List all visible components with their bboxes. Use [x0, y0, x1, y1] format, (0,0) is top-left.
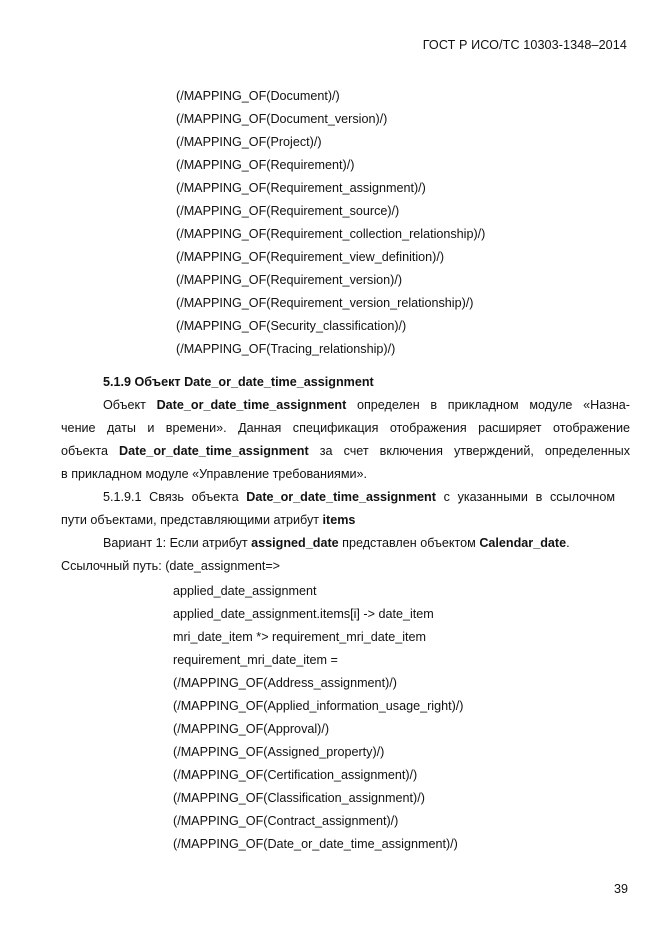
path-line: (/MAPPING_OF(Contract_assignment)/) [173, 814, 399, 828]
mapping-line: (/MAPPING_OF(Requirement_assignment)/) [176, 181, 426, 195]
mapping-line: (/MAPPING_OF(Requirement_version_relationship)/) [176, 296, 474, 310]
path-line: (/MAPPING_OF(Approval)/) [173, 722, 330, 736]
reference-path-start: (date_assignment=> [165, 559, 281, 573]
paragraph-2-line-2: пути объектами, представляющими атрибут items [61, 513, 356, 527]
mapping-line: (/MAPPING_OF(Project)/) [176, 135, 322, 149]
path-line: (/MAPPING_OF(Assigned_property)/) [173, 745, 385, 759]
path-line: (/MAPPING_OF(Certification_assignment)/) [173, 768, 418, 782]
document-header-code: ГОСТ Р ИСО/ТС 10303-1348–2014 [422, 38, 627, 52]
paragraph-1-line-2: чение даты и времени». Данная спецификация отображения расширяет отображение [61, 421, 630, 435]
mapping-line: (/MAPPING_OF(Security_classification)/) [176, 319, 407, 333]
path-line: (/MAPPING_OF(Date_or_date_time_assignment)/) [173, 837, 458, 851]
mapping-line: (/MAPPING_OF(Requirement_version)/) [176, 273, 403, 287]
path-line: mri_date_item *> requirement_mri_date_item [173, 630, 427, 644]
path-line: (/MAPPING_OF(Classification_assignment)/) [173, 791, 425, 805]
reference-path-label: Ссылочный путь: [61, 559, 162, 573]
mapping-line: (/MAPPING_OF(Requirement_view_definition)/) [176, 250, 445, 264]
paragraph-1-line-3: объекта Date_or_date_time_assignment за счет включения утверждений, определенных [61, 444, 631, 458]
path-line: requirement_mri_date_item = [173, 653, 338, 667]
paragraph-1-line-4: в прикладном модуле «Управление требованиями». [61, 467, 368, 481]
mapping-line: (/MAPPING_OF(Tracing_relationship)/) [176, 342, 396, 356]
mapping-line: (/MAPPING_OF(Requirement_collection_relationship)/) [176, 227, 486, 241]
section-heading: 5.1.9 Объект Date_or_date_time_assignment [103, 375, 374, 389]
paragraph-2-line-1: 5.1.9.1 Связь объекта Date_or_date_time_assignment с указанными в ссылочном [103, 490, 616, 504]
path-line: applied_date_assignment.items[i] -> date_item [173, 607, 434, 621]
mapping-line: (/MAPPING_OF(Requirement_source)/) [176, 204, 400, 218]
path-line: (/MAPPING_OF(Applied_information_usage_right)/) [173, 699, 464, 713]
reference-path-line [61, 558, 280, 574]
mapping-line: (/MAPPING_OF(Document_version)/) [176, 112, 388, 126]
path-line: applied_date_assignment [173, 584, 317, 598]
path-line: (/MAPPING_OF(Address_assignment)/) [173, 676, 397, 690]
mapping-line: (/MAPPING_OF(Document)/) [176, 89, 340, 103]
page-number: 39 [614, 882, 629, 896]
mapping-line: (/MAPPING_OF(Requirement)/) [176, 158, 355, 172]
paragraph-1-line-1: Объект Date_or_date_time_assignment определен в прикладном модуле «Назна- [103, 398, 630, 412]
variant-line: Вариант 1: Если атрибут assigned_date представлен объектом Calendar_date. [103, 536, 570, 550]
